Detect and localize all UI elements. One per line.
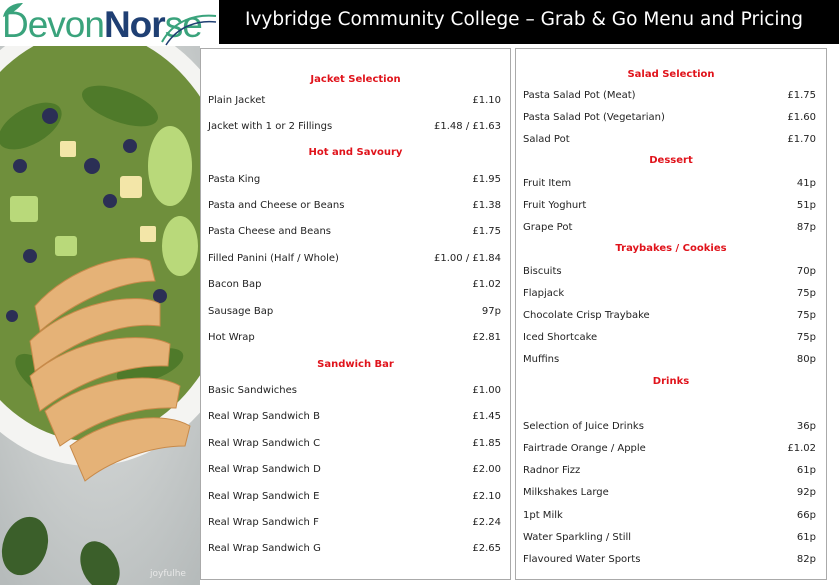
menu-item: [523, 199, 816, 213]
item-price: £1.00: [472, 385, 501, 396]
page-title: Ivybridge Community College – Grab & Go Menu and Pricing: [245, 9, 804, 30]
item-price: £2.00: [472, 464, 501, 475]
item-price: £1.00 / £1.84: [434, 253, 501, 264]
item-price: 70p: [796, 266, 816, 277]
item-price: 36p: [796, 421, 816, 432]
menu-item: [208, 516, 501, 530]
menu-item: [523, 353, 816, 367]
section-heading-traybakes: Traybakes / Cookies: [615, 243, 727, 254]
item-price: 41p: [796, 178, 816, 189]
menu-item: [523, 553, 816, 567]
swoosh-icon: [160, 12, 218, 46]
logo-se: se: [164, 4, 202, 45]
menu-column-left: [200, 48, 511, 580]
item-price: 97p: [481, 306, 501, 317]
item-price: £1.85: [472, 438, 501, 449]
item-price: £2.81: [472, 332, 501, 343]
item-name: Iced Shortcake: [523, 332, 598, 343]
item-name: Muffins: [523, 354, 560, 365]
section-heading-jacket: Jacket Selection: [310, 74, 401, 85]
item-price: 80p: [796, 354, 816, 365]
item-price: £2.65: [472, 543, 501, 554]
item-name: Chocolate Crisp Traybake: [523, 310, 650, 321]
devon-norse-logo: [0, 0, 218, 46]
menu-item: [523, 442, 816, 456]
menu-item: [523, 486, 816, 500]
menu-item: [208, 437, 501, 451]
menu-item: [523, 464, 816, 478]
salad-photo: [0, 46, 200, 585]
title-bar: [219, 0, 839, 44]
menu-column-right: [515, 48, 827, 580]
item-name: Real Wrap Sandwich B: [208, 411, 320, 422]
item-name: Milkshakes Large: [523, 487, 609, 498]
item-name: Fruit Item: [523, 178, 572, 189]
item-name: Grape Pot: [523, 222, 573, 233]
menu-item: [523, 265, 816, 279]
item-price: 75p: [796, 332, 816, 343]
menu-item: [208, 410, 501, 424]
item-name: Pasta Cheese and Beans: [208, 226, 331, 237]
section-heading-drinks: Drinks: [652, 376, 690, 387]
item-name: Sausage Bap: [208, 306, 274, 317]
item-name: Radnor Fizz: [523, 465, 581, 476]
item-price: 87p: [796, 222, 816, 233]
item-price: 75p: [796, 288, 816, 299]
item-name: Real Wrap Sandwich E: [208, 491, 320, 502]
menu-item: [208, 199, 501, 213]
item-name: Real Wrap Sandwich C: [208, 438, 321, 449]
item-name: Real Wrap Sandwich D: [208, 464, 321, 475]
item-price: £1.95: [472, 174, 501, 185]
menu-item: [208, 305, 501, 319]
item-price: £1.38: [472, 200, 501, 211]
item-price: 75p: [796, 310, 816, 321]
item-name: Fruit Yoghurt: [523, 200, 587, 211]
menu-item: [208, 384, 501, 398]
item-name: Pasta and Cheese or Beans: [208, 200, 345, 211]
menu-item: [208, 173, 501, 187]
item-name: Bacon Bap: [208, 279, 262, 290]
item-price: 61p: [796, 532, 816, 543]
item-name: Pasta Salad Pot (Meat): [523, 90, 636, 101]
menu-item: [523, 531, 816, 545]
menu-item: [523, 420, 816, 434]
menu-item: [523, 509, 816, 523]
menu-item: [208, 120, 501, 134]
item-name: 1pt Milk: [523, 510, 563, 521]
menu-item: [208, 94, 501, 108]
item-price: £1.60: [787, 112, 816, 123]
item-name: Flapjack: [523, 288, 565, 299]
item-price: £1.10: [472, 95, 501, 106]
menu-item: [208, 278, 501, 292]
logo-devon: Devon: [2, 4, 104, 45]
menu-item: [523, 309, 816, 323]
item-name: Pasta Salad Pot (Vegetarian): [523, 112, 665, 123]
item-price: £1.70: [787, 134, 816, 145]
item-price: 51p: [796, 200, 816, 211]
item-name: Selection of Juice Drinks: [523, 421, 644, 432]
item-name: Filled Panini (Half / Whole): [208, 253, 339, 264]
item-name: Hot Wrap: [208, 332, 255, 343]
item-price: £1.02: [472, 279, 501, 290]
item-price: 82p: [796, 554, 816, 565]
menu-item: [523, 111, 816, 125]
item-name: Pasta King: [208, 174, 261, 185]
menu-item: [208, 225, 501, 239]
item-name: Real Wrap Sandwich G: [208, 543, 321, 554]
item-price: £1.02: [787, 443, 816, 454]
image-credit: joyfulhe: [150, 569, 186, 579]
item-name: Real Wrap Sandwich F: [208, 517, 319, 528]
menu-item: [523, 287, 816, 301]
item-name: Salad Pot: [523, 134, 570, 145]
item-name: Water Sparkling / Still: [523, 532, 632, 543]
item-name: Biscuits: [523, 266, 562, 277]
item-price: 66p: [796, 510, 816, 521]
logo-nor: Nor: [103, 4, 165, 45]
item-price: 92p: [796, 487, 816, 498]
item-price: 61p: [796, 465, 816, 476]
item-name: Flavoured Water Sports: [523, 554, 641, 565]
menu-item: [208, 331, 501, 345]
menu-item: [208, 490, 501, 504]
section-heading-salad: Salad Selection: [627, 69, 715, 80]
menu-item: [523, 133, 816, 147]
item-name: Basic Sandwiches: [208, 385, 297, 396]
item-name: Jacket with 1 or 2 Fillings: [208, 121, 333, 132]
item-price: £1.75: [787, 90, 816, 101]
menu-item: [208, 542, 501, 556]
menu-item: [523, 221, 816, 235]
section-heading-dessert: Dessert: [649, 155, 693, 166]
item-price: £1.48 / £1.63: [434, 121, 501, 132]
menu-item: [523, 89, 816, 103]
item-name: Plain Jacket: [208, 95, 266, 106]
item-price: £2.24: [472, 517, 501, 528]
menu-item: [208, 252, 501, 266]
item-price: £2.10: [472, 491, 501, 502]
menu-item: [523, 331, 816, 345]
section-heading-hot-savoury: Hot and Savoury: [308, 147, 403, 158]
menu-item: [208, 463, 501, 477]
menu-item: [523, 177, 816, 191]
item-price: £1.75: [472, 226, 501, 237]
item-price: £1.45: [472, 411, 501, 422]
item-name: Fairtrade Orange / Apple: [523, 443, 646, 454]
section-heading-sandwich-bar: Sandwich Bar: [317, 359, 394, 370]
